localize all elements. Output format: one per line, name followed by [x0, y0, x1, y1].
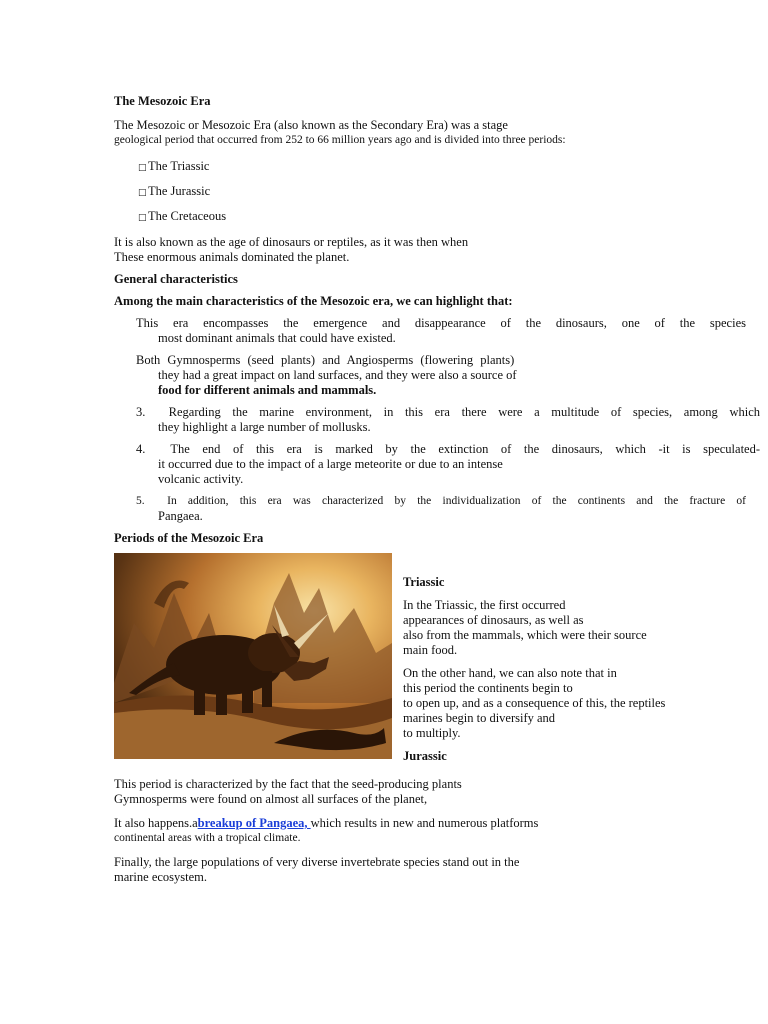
list-item: □The Triassic	[114, 159, 754, 176]
breakup-of-pangaea-link[interactable]: breakup of Pangaea,	[197, 816, 311, 830]
intro-line: The Mesozoic or Mesozoic Era (also known as the Secondary Era) was a stage	[114, 118, 508, 132]
triassic-paragraph: In the Triassic, the first occurred appearances of dinosaurs, as well as also from the mammals, which were their source main food.	[403, 598, 647, 657]
item-number: 4.	[136, 442, 146, 456]
periods-list	[114, 159, 754, 226]
period-heading: Jurassic	[403, 749, 447, 763]
dinosaur-landscape-image	[114, 553, 392, 759]
list-item: 4. The end of this era is marked by the extinction of the dinosaurs, which -it is speculated- it occurred due to the impact of a large meteorite or due to an intense volcanic activity.	[136, 442, 760, 486]
section-heading: Periods of the Mesozoic Era	[114, 531, 264, 545]
triassic-text	[403, 575, 733, 764]
list-item: This era encompasses the emergence and disappearance of the dinosaurs, one of the species most dominant animals that could have existed.	[136, 316, 746, 345]
triassic-section	[114, 553, 754, 777]
page-title: The Mesozoic Era	[114, 94, 211, 108]
list-item: Both Gymnosperms (seed plants) and Angiosperms (flowering plants) they had a great impact on land surfaces, and they were also a source of food for different animals and mammals.	[136, 353, 517, 397]
age-paragraph: It is also known as the age of dinosaurs or reptiles, as it was then when These enormous animals dominated the planet.	[114, 235, 469, 264]
lead-sentence: Among the main characteristics of the Mesozoic era, we can highlight that:	[114, 294, 513, 308]
jurassic-section	[114, 777, 754, 885]
document-page	[114, 94, 761, 885]
period-heading: Triassic	[403, 575, 445, 589]
dinosaur-scene-icon	[114, 553, 392, 759]
jurassic-paragraph: It also happens.abreakup of Pangaea, which results in new and numerous platforms continental areas with a tropical climate.	[114, 816, 539, 844]
item-number: 5.	[136, 495, 145, 507]
list-item: 5. In addition, this era was characterized by the individualization of the continents and the fracture of Pangaea.	[136, 495, 746, 523]
checkbox-bullet-icon: □	[138, 213, 147, 223]
item-number: 3.	[136, 405, 146, 419]
list-item: □The Cretaceous	[114, 209, 754, 226]
checkbox-bullet-icon: □	[138, 188, 147, 198]
triassic-paragraph: On the other hand, we can also note that in this period the continents begin to to open up, and as a consequence of this, the reptiles marines begin to diversify and to multiply.	[403, 666, 666, 740]
intro-paragraph	[114, 118, 754, 148]
jurassic-paragraph: This period is characterized by the fact that the seed-producing plants Gymnosperms were found on almost all surfaces of the planet,	[114, 777, 462, 806]
list-item: □The Jurassic	[114, 184, 754, 201]
characteristics-list	[114, 316, 761, 524]
intro-line: geological period that occurred from 252 to 66 million years ago and is divided into three periods:	[114, 134, 566, 146]
list-item: 3. Regarding the marine environment, in this era there were a multitude of species, among which they highlight a large number of mollusks.	[136, 405, 761, 434]
section-heading: General characteristics	[114, 272, 238, 286]
jurassic-paragraph: Finally, the large populations of very diverse invertebrate species stand out in the marine ecosystem.	[114, 855, 520, 884]
checkbox-bullet-icon: □	[138, 163, 147, 173]
